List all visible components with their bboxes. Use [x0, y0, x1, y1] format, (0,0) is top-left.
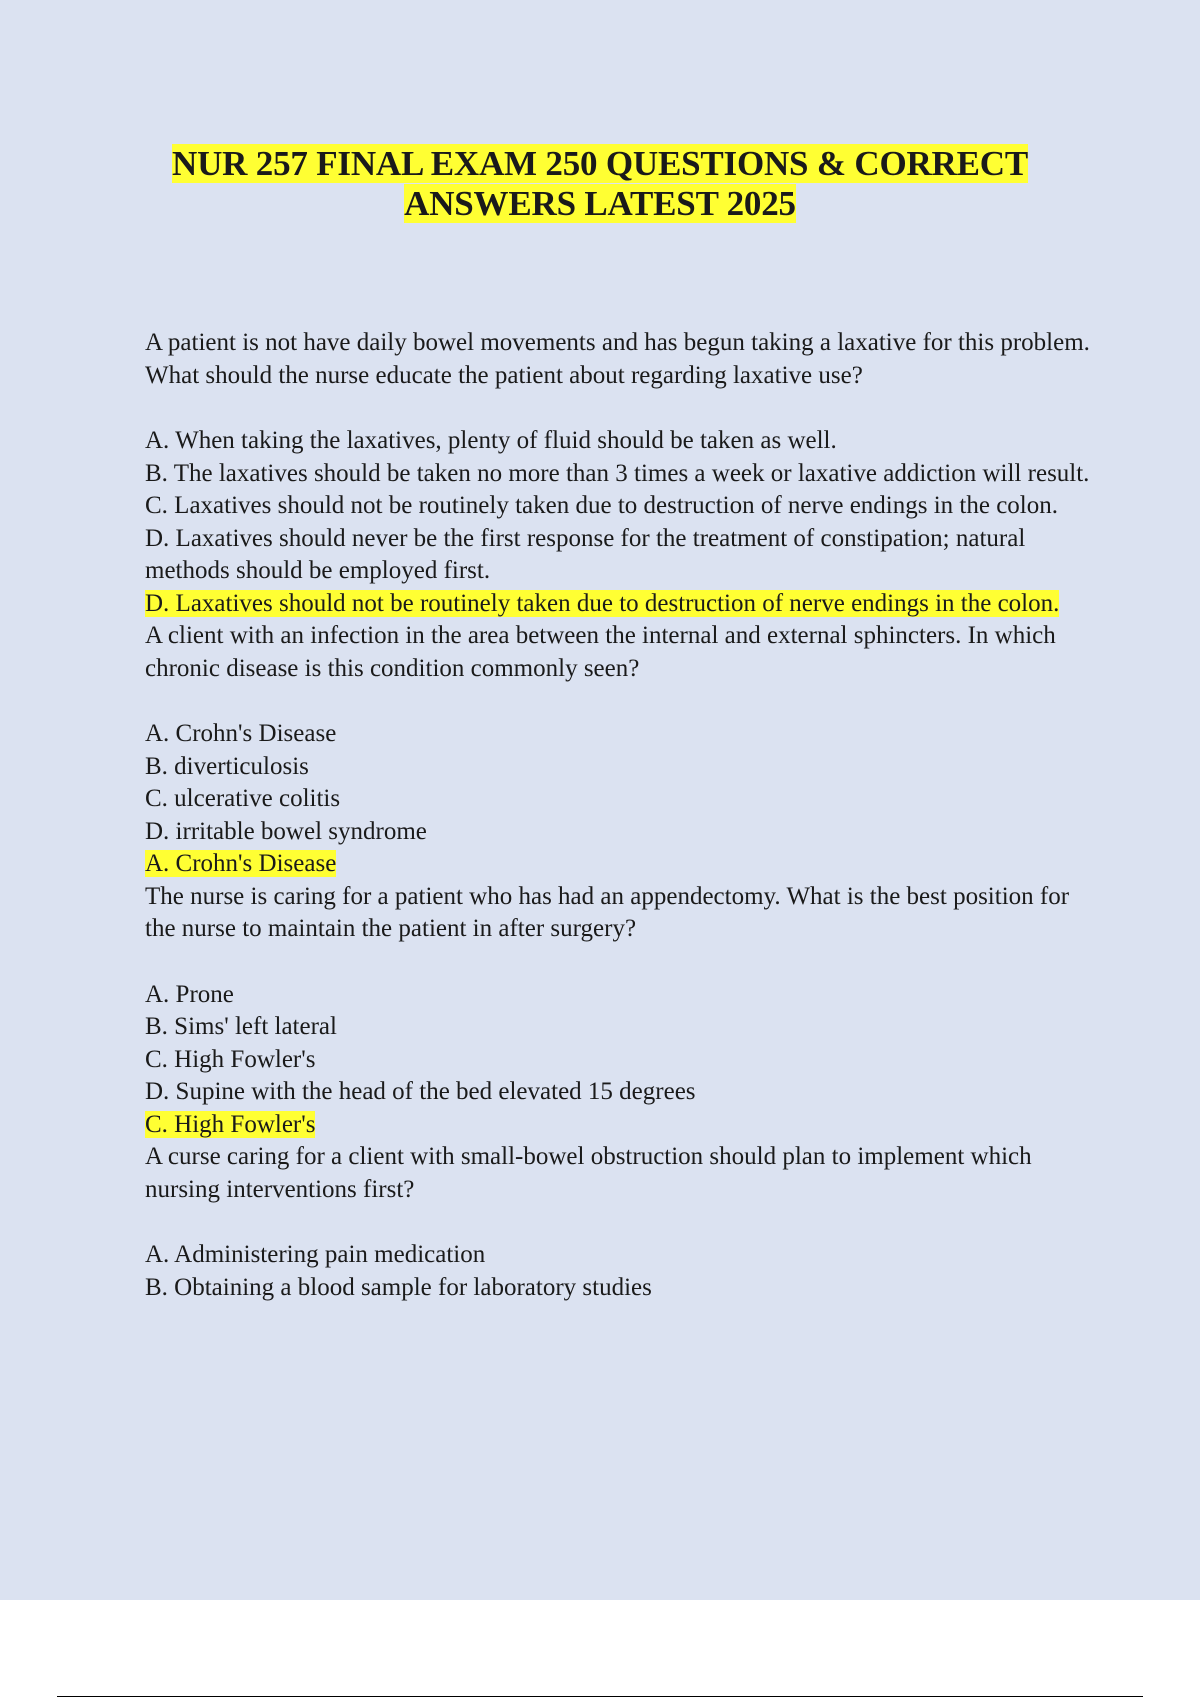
option-c: C. High Fowler's [145, 1045, 316, 1073]
answer-highlight: C. High Fowler's [145, 1110, 316, 1138]
answer-highlight: A. Crohn's Disease [145, 850, 337, 877]
question-text: The nurse is caring for a patient who has had an appendectomy. What is the best position for the nurse to maintain the patient in after surgery? [145, 882, 1070, 942]
option-c: C. ulcerative colitis [145, 785, 341, 812]
options-list [145, 425, 1095, 588]
question-list [145, 327, 1095, 1304]
options-list [145, 979, 1095, 1109]
option-b: B. diverticulosis [145, 752, 309, 780]
correct-answer [145, 848, 1095, 881]
question-text: A curse caring for a client with small-bowel obstruction should plan to implement which nursing interventions first? [145, 1143, 1032, 1203]
question-text: A patient is not have daily bowel movements and has begun taking a laxative for this problem. What should the nurse educate the patient about regarding laxative use? [145, 329, 1090, 389]
question-block-3 [145, 881, 1095, 1142]
option-b: B. Sims' left lateral [145, 1013, 337, 1040]
title-line-1: NUR 257 FINAL EXAM 250 QUESTIONS & CORRECT [172, 144, 1028, 183]
answer-highlight: D. Laxatives should not be routinely taken due to destruction of nerve endings in the colon. [145, 589, 1060, 617]
option-c: C. Laxatives should not be routinely taken due to destruction of nerve endings in the colon. [145, 492, 1058, 519]
option-d: D. irritable bowel syndrome [145, 817, 427, 845]
option-d: D. Laxatives should never be the first response for the treatment of constipation; natural methods should be employed first. [145, 524, 1026, 584]
document-title [100, 144, 1100, 224]
option-b: B. Obtaining a blood sample for laboratory studies [145, 1273, 652, 1301]
correct-answer [145, 588, 1095, 621]
options-list [145, 718, 1095, 848]
option-a: A. Prone [145, 980, 234, 1008]
question-block-4 [145, 1141, 1095, 1304]
title-line-2: ANSWERS LATEST 2025 [404, 184, 796, 223]
footer-divider [57, 1696, 1143, 1697]
question-text: A client with an infection in the area between the internal and external sphincters. In which chronic disease is this condition commonly seen? [145, 622, 1056, 682]
option-a: A. Administering pain medication [145, 1241, 486, 1268]
correct-answer [145, 1109, 1095, 1142]
options-list [145, 1239, 1095, 1304]
option-a: A. Crohn's Disease [145, 720, 337, 747]
option-a: A. When taking the laxatives, plenty of fluid should be taken as well. [145, 427, 837, 454]
option-b: B. The laxatives should be taken no more than 3 times a week or laxative addiction will result. [145, 459, 1090, 487]
question-block-2 [145, 620, 1095, 881]
option-d: D. Supine with the head of the bed elevated 15 degrees [145, 1078, 696, 1105]
question-block-1 [145, 327, 1095, 620]
